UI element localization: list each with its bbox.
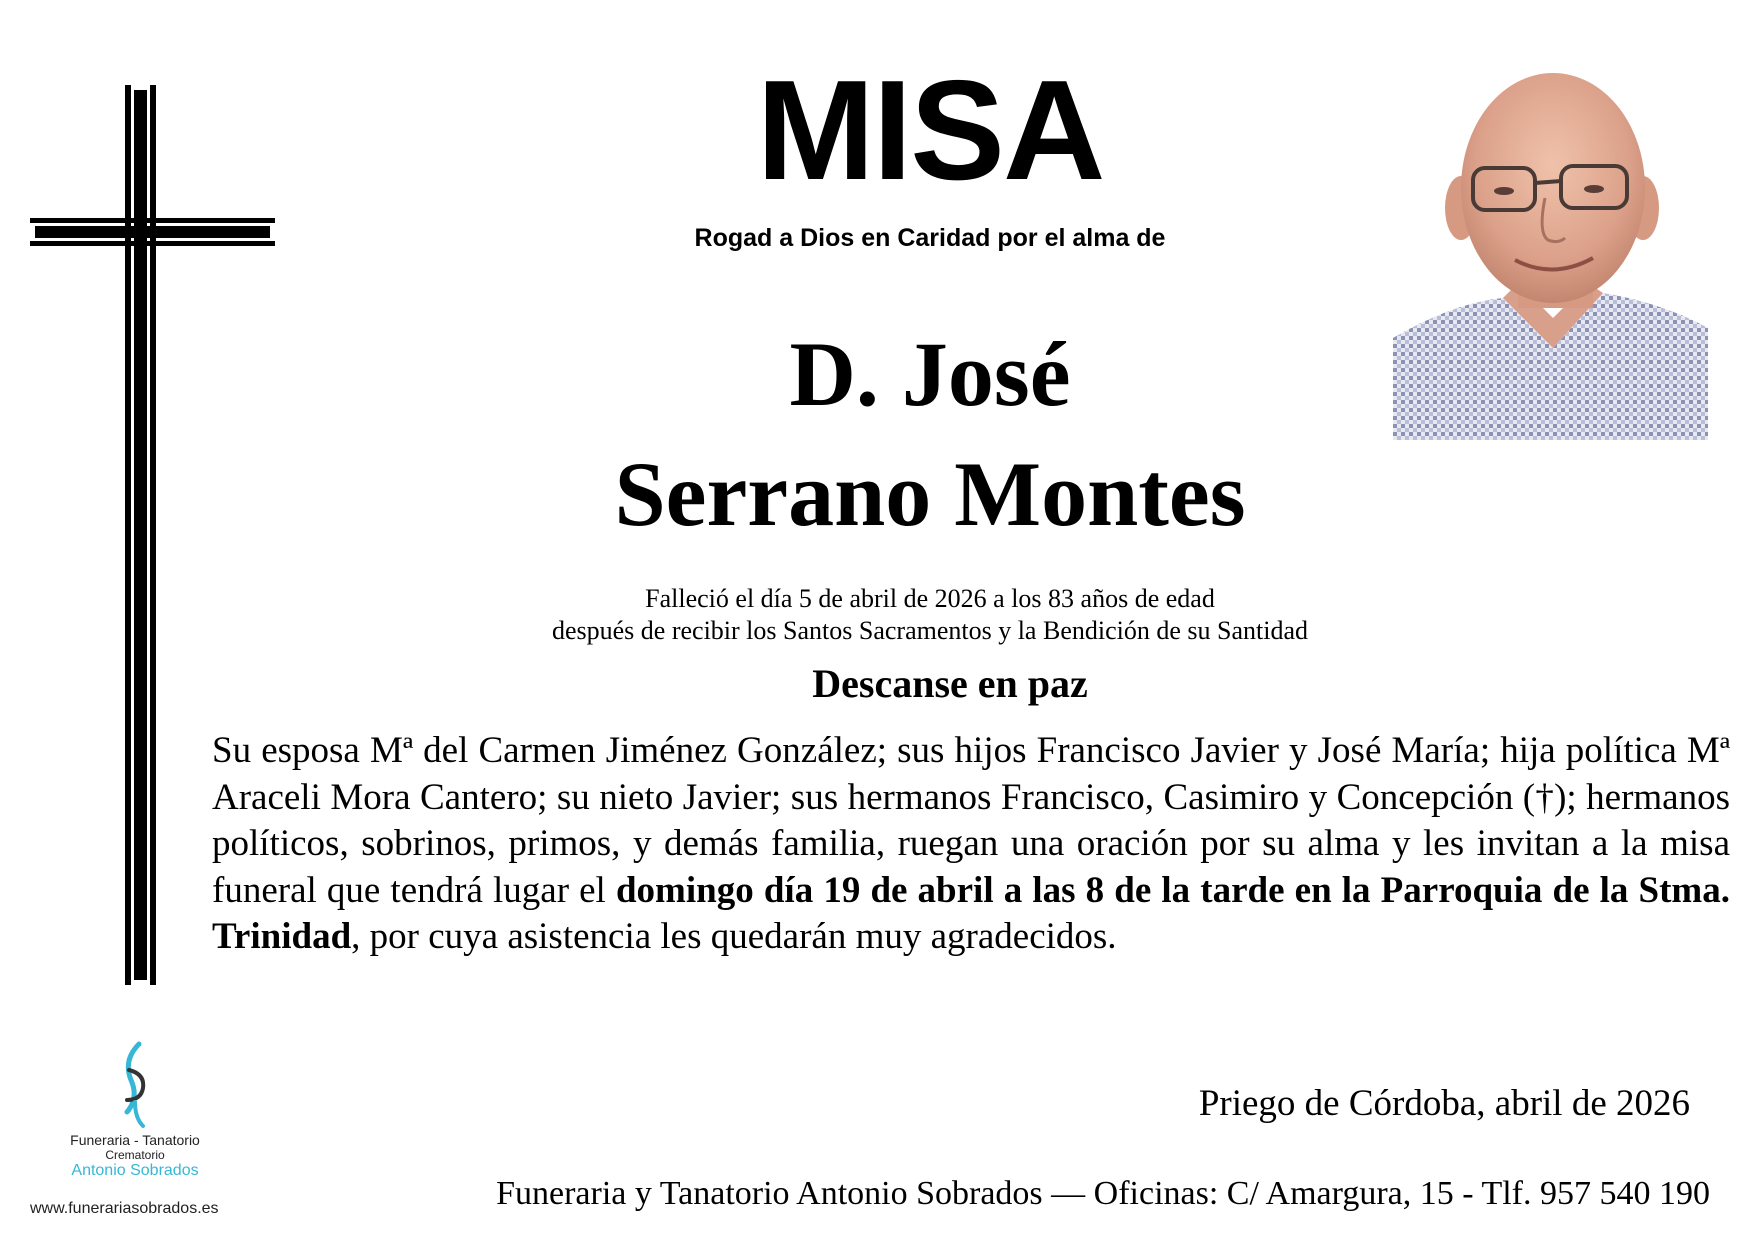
notice-text-part1: Su esposa Mª del Carmen Jiménez González; sus hijos Francisco Javier y José María; hija política Mª Araceli Mora Cantero; su nieto Javier; sus hermanos Francisco, Casimiro y Concepción (†); hermanos políticos, sobrinos, primos, y demás familia, ruegan una oración por su alma y les invitan a la misa funeral que tendrá lugar el — [212, 730, 1730, 911]
sacraments-line: después de recibir los Santos Sacramentos y la Bendición de su Santidad — [551, 616, 1308, 645]
rest-in-peace: Descanse en paz — [812, 661, 1088, 706]
deceased-photo — [1393, 48, 1708, 440]
mass-details: domingo día 19 de abril a las 8 de la tarde en la Parroquia de la Stma. Trinidad — [212, 869, 1730, 957]
death-date-line: Falleció el día 5 de abril de 2026 a los 83 años de edad — [645, 584, 1215, 613]
logo-line-funeraria: Funeraria - Tanatorio — [70, 1132, 200, 1148]
deceased-name-line2: Serrano Montes — [614, 443, 1246, 545]
funeral-home-footer: Funeraria y Tanatorio Antonio Sobrados — Oficinas: C/ Amargura, 15 - Tlf. 957 540 190 — [496, 1175, 1710, 1212]
page-title: MISA — [756, 51, 1104, 210]
logo-line-crematorio: Crematorio — [105, 1148, 165, 1162]
prayer-subtitle: Rogad a Dios en Caridad por el alma de — [694, 224, 1166, 252]
family-notice — [212, 728, 1730, 961]
notice-text-part2: , por cuya asistencia les quedarán muy agradecidos. — [351, 916, 1117, 957]
logo-line-brand: Antonio Sobrados — [71, 1162, 199, 1179]
death-info — [480, 583, 1380, 647]
website-link[interactable]: www.funerariasobrados.es — [30, 1200, 219, 1217]
funeral-home-logo-icon — [105, 1040, 165, 1130]
place-date: Priego de Córdoba, abril de 2026 — [1198, 1083, 1690, 1124]
deceased-name-line1: D. José — [789, 323, 1071, 425]
